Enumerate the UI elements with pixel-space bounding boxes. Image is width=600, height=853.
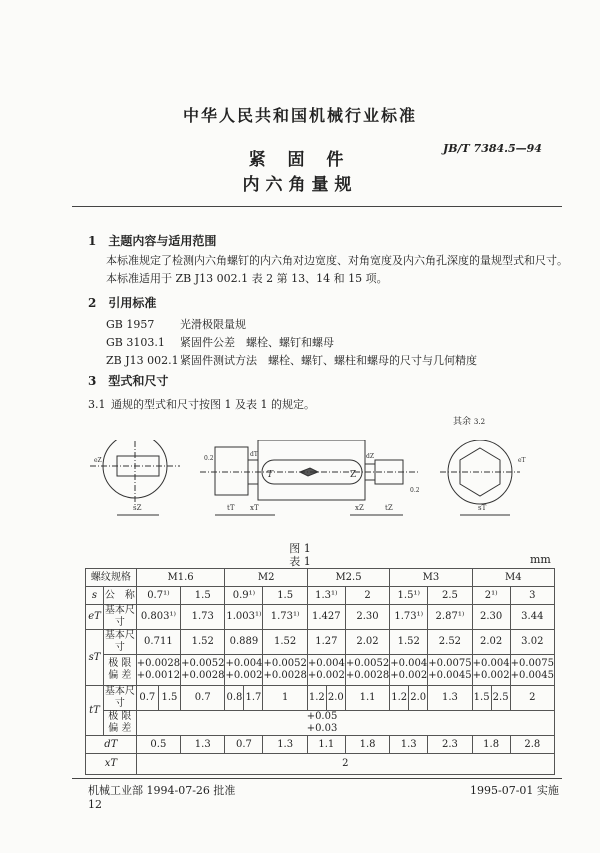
upper-deviation: +0.004 [390, 658, 428, 669]
table-cell: M4 [472, 569, 554, 587]
table-cell: 3 [510, 587, 554, 605]
table-cell [136, 711, 554, 736]
table-cell [510, 655, 554, 686]
reference-item: GB 3103.1 紧固件公差 螺栓、螺钉和螺母 [106, 336, 334, 349]
table-cell: 2.87¹⁾ [428, 605, 472, 630]
reference-item: ZB J13 002.1紧固件测试方法 螺栓、螺钉、螺柱和螺母的尺寸与几何精度 [106, 354, 477, 367]
document-subtitle: 内六角量规 [242, 175, 358, 195]
svg-text:sT: sT [478, 504, 487, 512]
footer-divider [72, 778, 562, 779]
table-cell [428, 655, 472, 686]
table-cell [263, 655, 307, 686]
handle-collar-left [215, 447, 248, 495]
table-cell: 2.02 [345, 630, 389, 655]
approval-note: 机械工业部 1994-07-26 批准 [88, 784, 236, 797]
svg-text:0.2: 0.2 [410, 487, 420, 494]
table-cell: M2.5 [307, 569, 389, 587]
table-row [86, 711, 555, 736]
table-cell: 0.5 [136, 736, 180, 754]
table-unit: mm [530, 553, 551, 566]
upper-deviation: +0.004 [472, 658, 510, 669]
table-cell: 1 [263, 686, 307, 711]
svg-text:eT: eT [518, 457, 526, 464]
row-label-cell: eT [86, 605, 104, 630]
table-row [86, 686, 555, 711]
table-cell: 3.44 [510, 605, 554, 630]
table-row [86, 569, 555, 587]
reference-item: GB 1957 光滑极限量规 [106, 318, 246, 331]
table-cell: 1.1 [307, 736, 345, 754]
row-label-cell: 极 限 偏 差 [103, 711, 136, 736]
row-label-cell: 基本尺寸 [104, 686, 135, 709]
table-cell: 0.9¹⁾ [225, 587, 263, 605]
section-1-heading: 1 主题内容与适用范围 [88, 234, 217, 248]
upper-deviation: +0.0075 [428, 658, 472, 669]
table-cell: 3.02 [510, 630, 554, 655]
lower-deviation: +0.0028 [263, 670, 307, 681]
table-cell: 1.7 [244, 686, 263, 711]
svg-text:T: T [267, 470, 274, 480]
svg-text:dZ: dZ [366, 453, 375, 460]
lower-deviation: +0.0028 [345, 670, 390, 681]
table-cell: 1.3¹⁾ [307, 587, 345, 605]
lower-deviation: +0.002 [390, 670, 428, 681]
svg-text:xT: xT [250, 504, 259, 512]
lower-deviation: +0.0012 [136, 670, 181, 681]
table-cell: 2¹⁾ [472, 587, 510, 605]
svg-text:tT: tT [227, 504, 235, 512]
table-cell: 0.711 [136, 630, 180, 655]
table-cell: 1.52 [390, 630, 428, 655]
page-number: 12 [88, 798, 102, 811]
table-cell: 0.7 [225, 736, 263, 754]
table-cell: 2.30 [472, 605, 510, 630]
row-label-cell: s [86, 587, 104, 605]
table-row [86, 655, 555, 686]
section-1-para-2: 本标准适用于 ZB J13 002.1 表 2 第 13、14 和 15 项。 [106, 272, 388, 285]
table-cell: 1.2 [307, 686, 326, 711]
table-row [86, 605, 555, 630]
table-cell: 1.73 [181, 605, 225, 630]
table-cell: 0.7 [181, 686, 225, 711]
svg-text:Z: Z [350, 470, 357, 480]
table-cell: 2.0 [409, 686, 428, 711]
table-cell: 2.3 [428, 736, 472, 754]
svg-text:xZ: xZ [355, 504, 364, 512]
table-cell: 0.7¹⁾ [136, 587, 180, 605]
clause-3-1: 3.1 通规的型式和尺寸按图 1 及表 1 的规定。 [88, 398, 315, 411]
lower-deviation: +0.03 [306, 723, 338, 734]
svg-text:tZ: tZ [385, 504, 393, 512]
svg-text:0.2: 0.2 [204, 455, 214, 462]
table-cell: M1.6 [136, 569, 225, 587]
table-cell: 2.52 [428, 630, 472, 655]
table-cell: 1.3 [390, 736, 428, 754]
table-cell [136, 655, 180, 686]
row-label-cell: sT [86, 630, 104, 686]
table-cell: 1.73¹⁾ [390, 605, 428, 630]
table-cell: 2.0 [326, 686, 345, 711]
table-cell: 0.803¹⁾ [136, 605, 180, 630]
section-3-heading: 3 型式和尺寸 [88, 374, 169, 388]
table-cell: 1.5 [181, 587, 225, 605]
table-cell: 1.3 [181, 736, 225, 754]
header-cell: 螺纹规格 [86, 569, 137, 587]
row-label-cell: 基本尺寸 [104, 605, 135, 628]
table-cell: M3 [390, 569, 472, 587]
table-cell: 2 [345, 587, 389, 605]
document-title: 紧 固 件 [248, 150, 352, 170]
table-cell: 1.427 [307, 605, 345, 630]
table-cell: 1.2 [390, 686, 409, 711]
table-cell: 1.8 [345, 736, 389, 754]
upper-deviation: +0.0052 [263, 658, 307, 669]
table-cell: 1.52 [181, 630, 225, 655]
table-cell: 1.27 [307, 630, 345, 655]
table-cell: 2.30 [345, 605, 389, 630]
lower-deviation: +0.002 [225, 670, 263, 681]
header-divider [72, 206, 562, 207]
table-cell: 1.73¹⁾ [263, 605, 307, 630]
table-cell: 0.7 [136, 686, 158, 711]
table-cell: 0.889 [225, 630, 263, 655]
table-cell: 1.8 [472, 736, 510, 754]
lower-deviation: +0.0045 [428, 670, 472, 681]
table-cell: 2.5 [428, 587, 472, 605]
upper-deviation: +0.0075 [510, 658, 554, 669]
table-cell: 1.3 [263, 736, 307, 754]
table-cell [225, 655, 263, 686]
table-cell [390, 655, 428, 686]
table-cell: 1.3 [428, 686, 472, 711]
lower-deviation: +0.0045 [510, 670, 554, 681]
table-cell [307, 655, 345, 686]
table-cell: 1.003¹⁾ [225, 605, 263, 630]
table-caption: 表 1 [289, 555, 311, 568]
svg-text:eZ: eZ [94, 457, 102, 464]
lower-deviation: +0.002 [472, 670, 510, 681]
reference-list [106, 316, 477, 370]
table-cell: 2.02 [472, 630, 510, 655]
svg-text:dT: dT [250, 451, 258, 458]
table-cell: 2.8 [510, 736, 554, 754]
lower-deviation: +0.002 [307, 670, 345, 681]
row-label-cell: 基本尺寸 [104, 630, 135, 653]
table-cell: 0.8 [225, 686, 244, 711]
table-cell: 1.5 [158, 686, 180, 711]
figure-caption: 图 1 [289, 542, 311, 555]
table-row [86, 736, 555, 754]
roughness-note: 其余 3.2 [453, 417, 486, 427]
table-cell [181, 655, 225, 686]
section-2-heading: 2 引用标准 [88, 296, 157, 310]
dimension-table [85, 568, 555, 775]
standard-category-title: 中华人民共和国机械行业标准 [182, 106, 417, 125]
row-label-cell: dT [86, 736, 137, 754]
gauge-drawing [80, 440, 560, 540]
effective-date: 1995-07-01 实施 [470, 784, 559, 797]
table-cell [345, 655, 389, 686]
table-row [86, 754, 555, 775]
svg-text:sZ: sZ [133, 504, 142, 512]
row-label-cell: 极 限 偏 差 [103, 655, 136, 686]
table-cell: 1.5 [472, 686, 491, 711]
table-cell: 1.52 [263, 630, 307, 655]
table-cell: 1.1 [345, 686, 389, 711]
table-cell: M2 [225, 569, 307, 587]
end-view-right [448, 440, 512, 504]
section-1-para-1: 本标准规定了检测内六角螺钉的内六角对边宽度、对角宽度及内六角孔深度的量规型式和尺寸。 [106, 254, 568, 267]
row-label-cell: xT [86, 754, 137, 775]
upper-deviation: +0.0052 [345, 658, 390, 669]
table-cell: 2 [510, 686, 554, 711]
upper-deviation: +0.0052 [181, 658, 225, 669]
table-row [86, 630, 555, 655]
table-cell: 2.5 [491, 686, 510, 711]
upper-deviation: +0.004 [307, 658, 345, 669]
table-cell: 2 [136, 754, 554, 775]
upper-deviation: +0.0028 [136, 658, 181, 669]
table-row [86, 587, 555, 605]
upper-deviation: +0.05 [306, 711, 338, 722]
standard-number: JB/T 7384.5—94 [443, 142, 542, 155]
table-cell: 1.5 [263, 587, 307, 605]
table-cell: 1.5¹⁾ [390, 587, 428, 605]
upper-deviation: +0.004 [225, 658, 263, 669]
row-label-cell: 公 称 [103, 587, 136, 605]
table-cell [472, 655, 510, 686]
lower-deviation: +0.0028 [181, 670, 225, 681]
row-label-cell: tT [86, 686, 104, 736]
